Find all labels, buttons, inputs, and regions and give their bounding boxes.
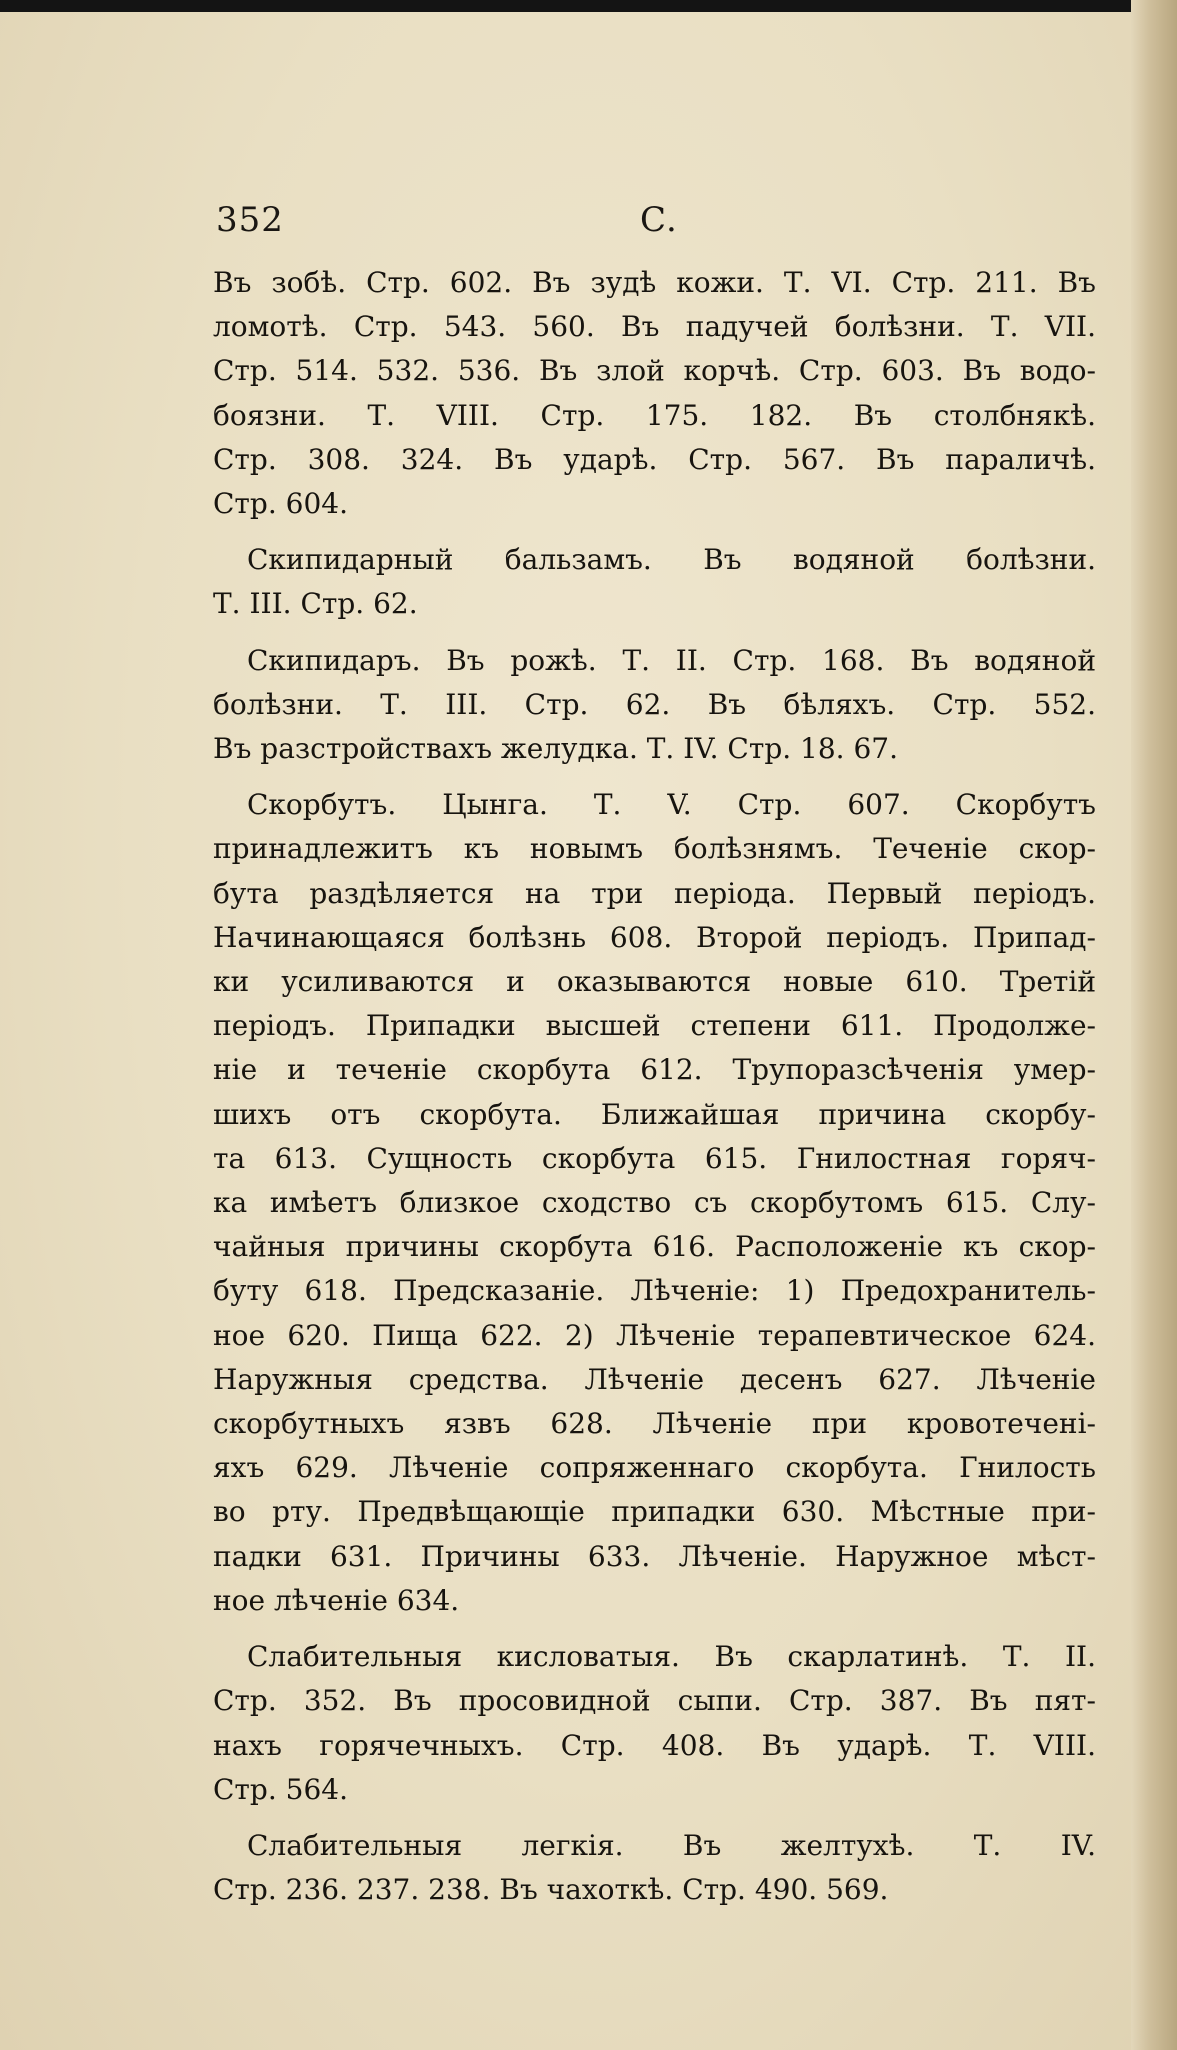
text-line: буту 618. Предсказаніе. Лѣченіе: 1) Предохранитель-	[213, 1274, 1096, 1308]
running-head-letter: С.	[640, 200, 677, 240]
text-line: скорбутныхъ язвъ 628. Лѣченіе при кровотечені-	[213, 1407, 1096, 1441]
text-line: во рту. Предвѣщающіе припадки 630. Мѣстные при-	[213, 1495, 1096, 1529]
text-line: ломотѣ. Стр. 543. 560. Въ падучей болѣзни. Т. VII.	[213, 310, 1096, 344]
index-entry	[213, 1635, 1096, 1812]
entry-heading-line: Скипидарный бальзамъ. Въ водяной болѣзни.	[247, 543, 1096, 577]
index-text	[213, 261, 1096, 1924]
entry-heading-line: Скорбутъ. Цынга. Т. V. Стр. 607. Скорбутъ	[247, 788, 1096, 822]
page-top-edge	[0, 0, 1177, 12]
text-line: ное лѣченіе 634.	[213, 1583, 460, 1617]
text-line: боязни. Т. VIII. Стр. 175. 182. Въ столбнякѣ.	[213, 398, 1096, 432]
entry-heading-line: Скипидаръ. Въ рожѣ. Т. II. Стр. 168. Въ водяной	[247, 643, 1096, 677]
text-line: ки усиливаются и оказываются новые 610. Третій	[213, 965, 1096, 999]
text-line: Въ разстройствахъ желудка. Т. IV. Стр. 18. 67.	[213, 732, 899, 766]
page-number: 352	[216, 200, 284, 240]
text-line: принадлежитъ къ новымъ болѣзнямъ. Теченіе скор-	[213, 832, 1096, 866]
index-entry	[213, 538, 1096, 626]
text-line: Стр. 564.	[213, 1772, 348, 1806]
entry-heading-line: Слабительныя кисловатыя. Въ скарлатинѣ. Т. II.	[247, 1640, 1096, 1674]
text-line: Наружныя средства. Лѣченіе десенъ 627. Лѣченіе	[213, 1362, 1096, 1396]
text-line: шихъ отъ скорбута. Ближайшая причина скорбу-	[213, 1097, 1096, 1131]
text-line: Т. III. Стр. 62.	[213, 587, 418, 621]
text-line: падки 631. Причины 633. Лѣченіе. Наружное мѣст-	[213, 1539, 1096, 1573]
text-line: періодъ. Припадки высшей степени 611. Продолже-	[213, 1009, 1096, 1043]
text-line: бута раздѣляется на три періода. Первый періодъ.	[213, 876, 1096, 910]
text-line: Стр. 604.	[213, 487, 348, 521]
index-entry	[213, 783, 1096, 1623]
text-line: та 613. Сущность скорбута 615. Гнилостная горяч-	[213, 1141, 1096, 1175]
text-line: болѣзни. Т. III. Стр. 62. Въ бѣляхъ. Стр. 552.	[213, 687, 1096, 721]
text-line: Въ зобѣ. Стр. 602. Въ зудѣ кожи. Т. VI. Стр. 211. Въ	[213, 266, 1096, 299]
text-line: чайныя причины скорбута 616. Расположеніе къ скор-	[213, 1230, 1096, 1264]
page-header	[0, 200, 1177, 250]
text-line: Стр. 352. Въ просовидной сыпи. Стр. 387. Въ пят-	[213, 1684, 1096, 1718]
text-line: яхъ 629. Лѣченіе сопряженнаго скорбута. Гнилость	[213, 1451, 1096, 1485]
text-line: ніе и теченіе скорбута 612. Трупоразсѣченія умер-	[213, 1053, 1096, 1087]
index-entry	[213, 261, 1096, 526]
text-line: Стр. 236. 237. 238. Въ чахоткѣ. Стр. 490. 569.	[213, 1873, 889, 1907]
text-line: нахъ горячечныхъ. Стр. 408. Въ ударѣ. Т. VIII.	[213, 1728, 1096, 1762]
index-entry	[213, 1824, 1096, 1912]
index-entry	[213, 639, 1096, 772]
text-line: ное 620. Пища 622. 2) Лѣченіе терапевтическое 624.	[213, 1318, 1096, 1352]
text-line: Стр. 514. 532. 536. Въ злой корчѣ. Стр. 603. Въ водо-	[213, 354, 1096, 388]
text-line: Стр. 308. 324. Въ ударѣ. Стр. 567. Въ параличѣ.	[213, 442, 1096, 476]
text-line: Начинающаяся болѣзнь 608. Второй періодъ. Припад-	[213, 920, 1096, 954]
page-gutter-shadow	[1131, 0, 1177, 2050]
entry-heading-line: Слабительныя легкія. Въ желтухѣ. Т. IV.	[247, 1828, 1096, 1862]
text-line: ка имѣетъ близкое сходство съ скорбутомъ 615. Слу-	[213, 1186, 1096, 1220]
